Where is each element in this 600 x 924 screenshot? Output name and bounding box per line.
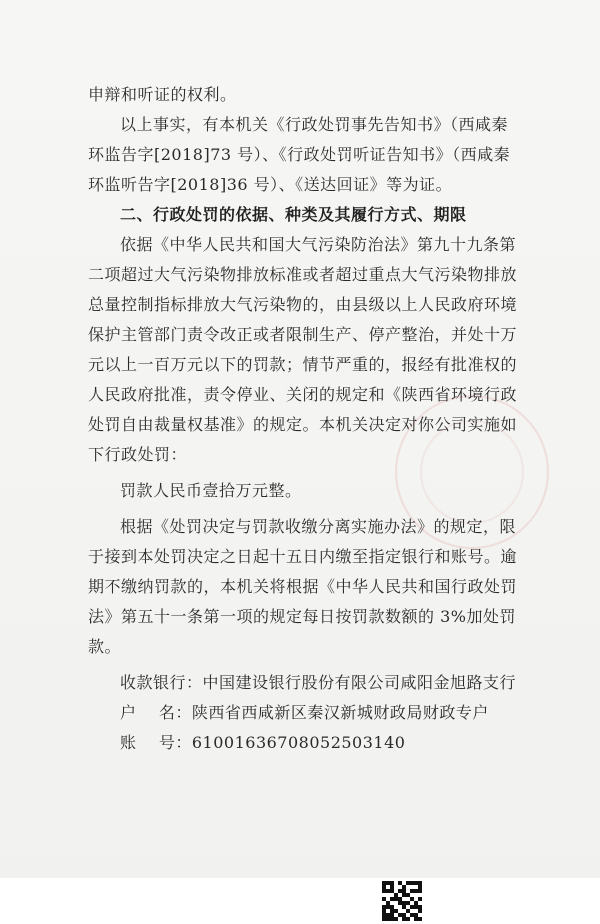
- section-heading-2: 二、行政处罚的依据、种类及其履行方式、期限: [120, 205, 467, 224]
- account-label: 账 号：: [120, 733, 192, 752]
- paragraph-facts: 以上事实，有本机关《行政处罚事先告知书》（西咸秦环监告字[2018]73 号）、《行政处罚听证告知书》（西咸秦环监听告字[2018]36 号）、《送达回证》等为证。: [88, 115, 511, 194]
- paragraph-penalty: 罚款人民币壹拾万元整。: [120, 481, 302, 500]
- account-value: 61001636708052503140: [191, 733, 406, 752]
- payee-label: 户 名：: [120, 703, 192, 722]
- bank-label: 收款银行：: [120, 673, 203, 692]
- bank-info: [88, 668, 518, 758]
- bottom-margin: [0, 878, 600, 924]
- payee-value: 陕西省西咸新区秦汉新城财政局财政专户: [191, 703, 489, 722]
- paragraph-basis: 依据《中华人民共和国大气污染防治法》第九十九条第二项超过大气污染物排放标准或者超过重点大气污染物排放总量控制指标排放大气污染物的，由县级以上人民政府环境保护主管部门责令改正或者限制生产、停产整治，并处十万元以上一百万元以下的罚款；情节严重的，报经有批准权的人民政府批准，责令停业、关闭的规定和《陕西省环境行政处罚自由裁量权基准》的规定。本机关决定对你公司实施如下行政处罚：: [88, 235, 518, 464]
- paragraph-rights: 申辩和听证的权利。: [88, 85, 237, 104]
- bank-value: 中国建设银行股份有限公司咸阳金旭路支行: [202, 673, 517, 692]
- bank-row: [88, 668, 518, 698]
- paragraph-payment: 根据《处罚决定与罚款收缴分离实施办法》的规定，限于接到本处罚决定之日起十五日内缴至指定银行和账号。逾期不缴纳罚款的，本机关将根据《中华人民共和国行政处罚法》第五十一条第一项的规定每日按罚款数额的 3%加处罚款。: [88, 517, 518, 656]
- qr-code-icon: [382, 881, 422, 921]
- document-body: [88, 80, 518, 758]
- payee-row: [88, 698, 518, 728]
- account-row: [88, 728, 518, 758]
